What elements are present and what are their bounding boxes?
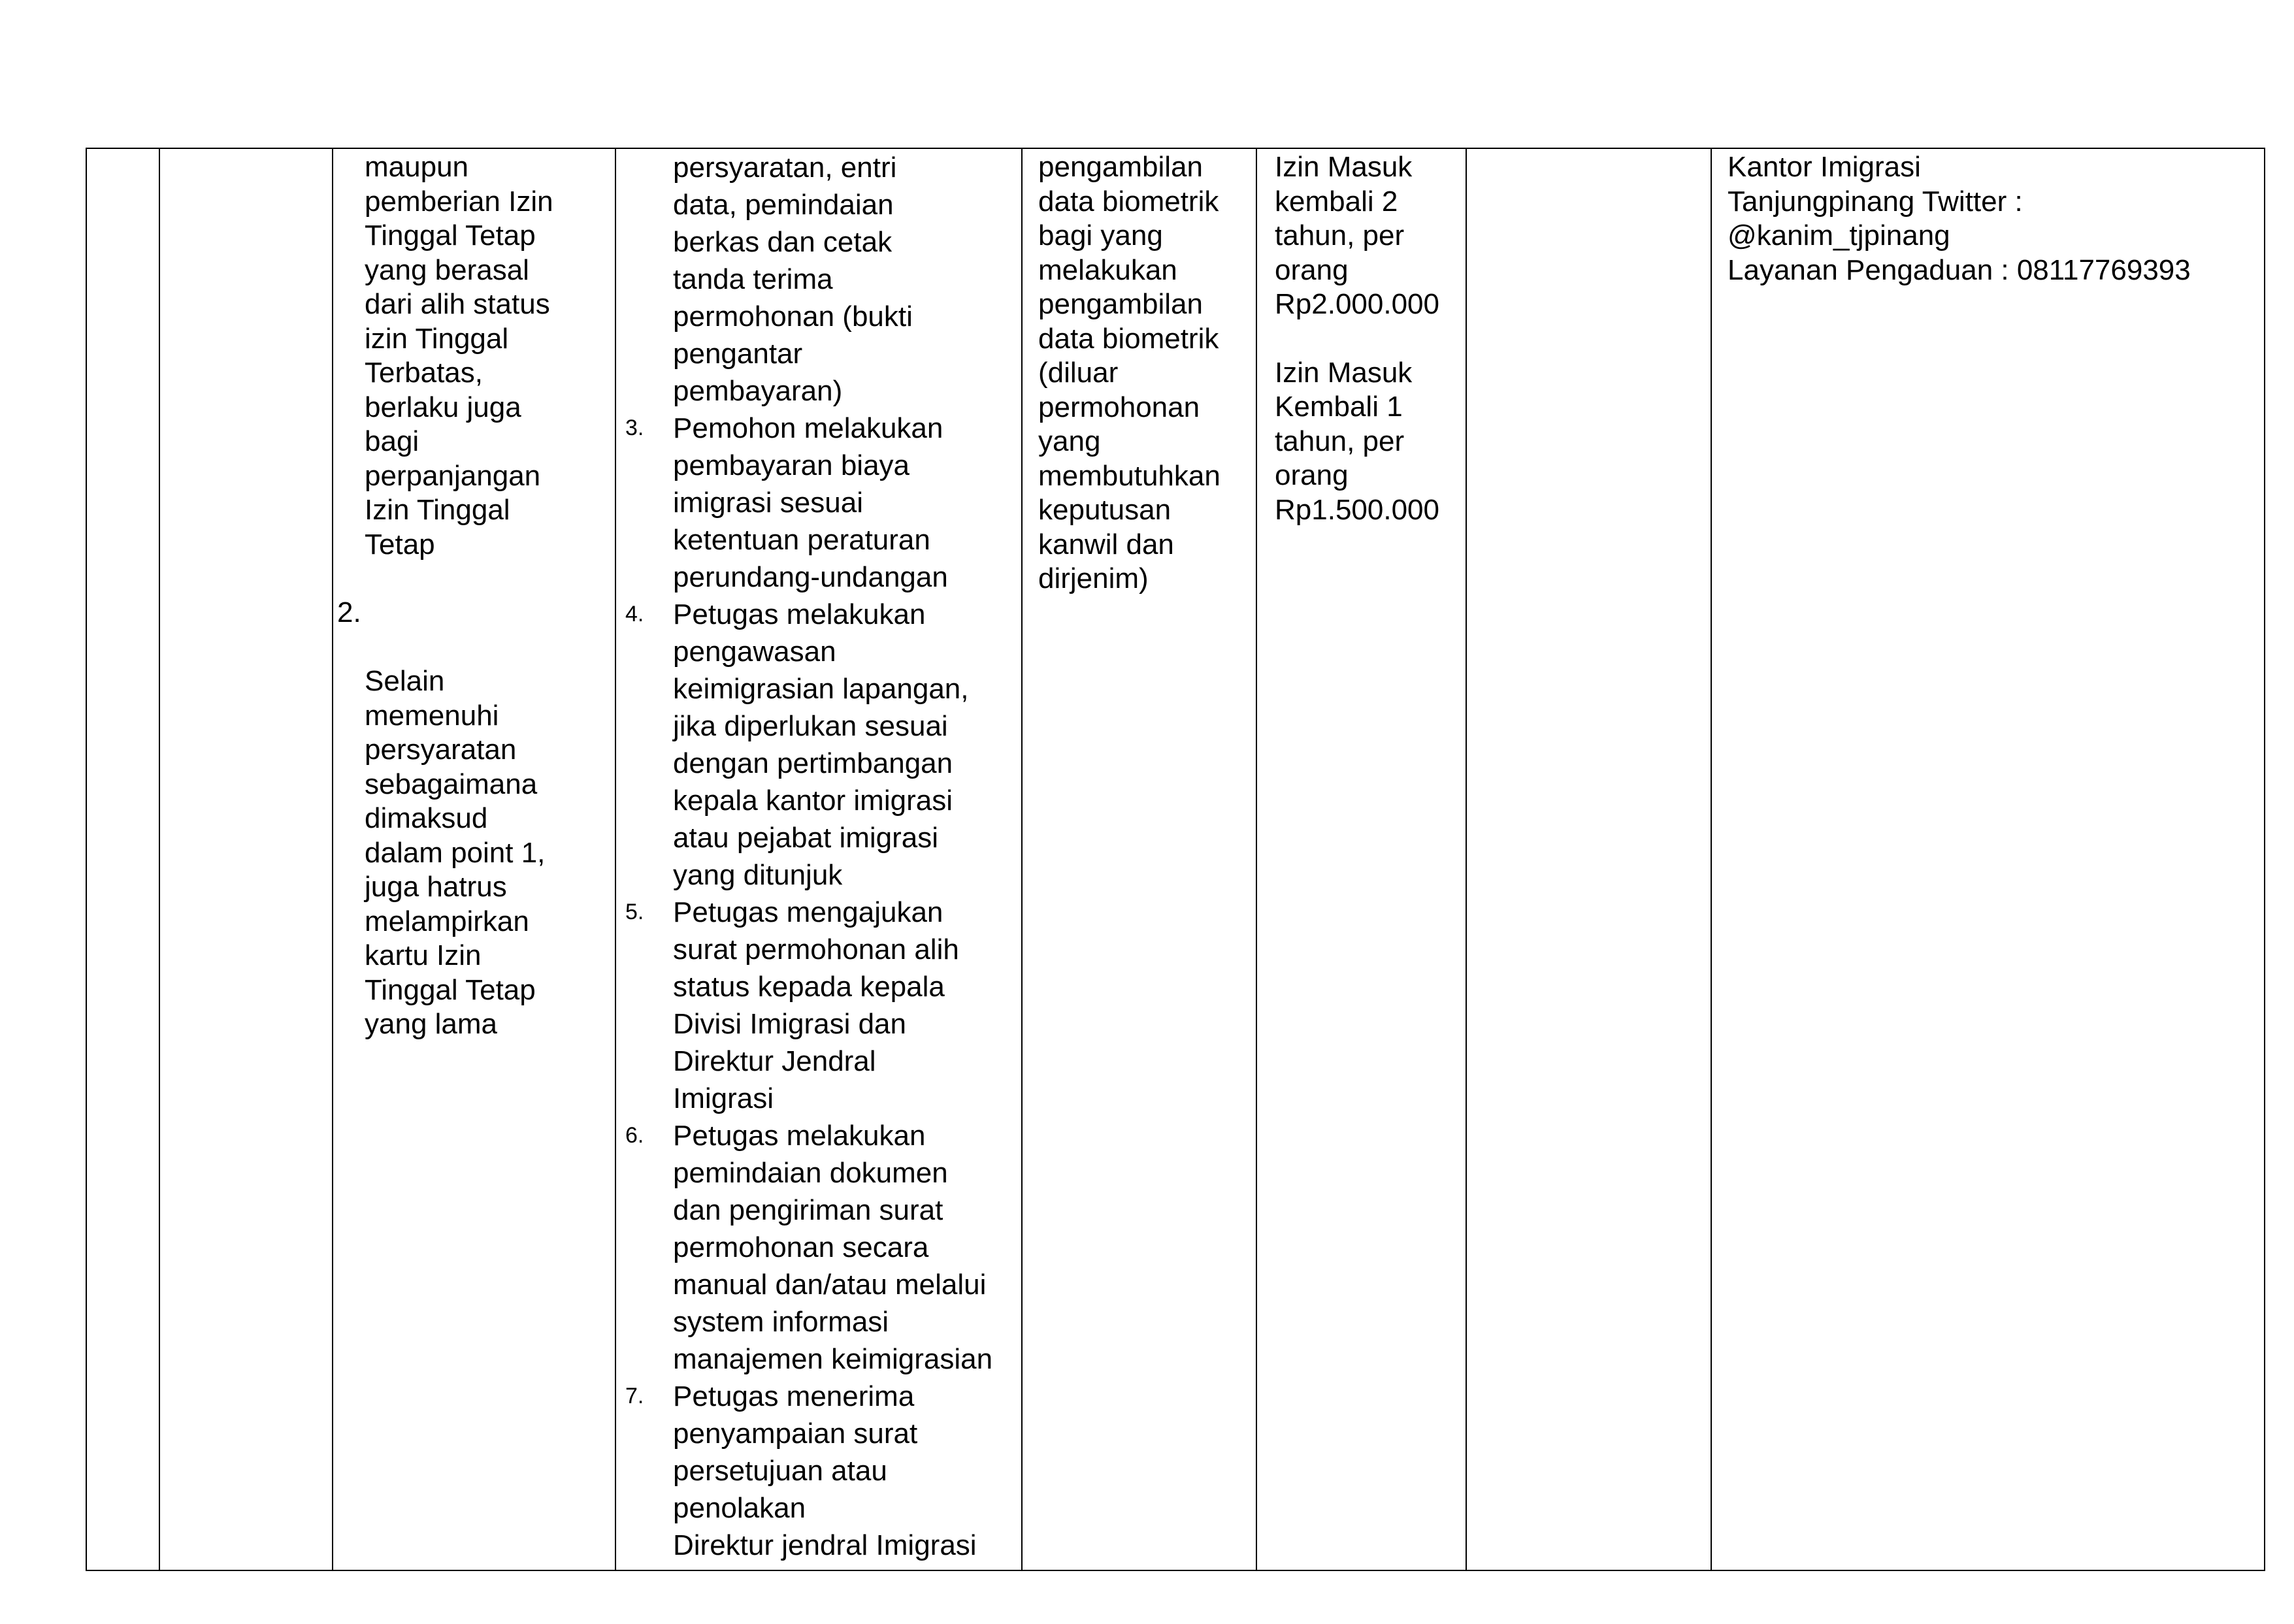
cell-empty (1467, 149, 1711, 1570)
procedure-step-6 (625, 1117, 1021, 1378)
cell-time (1023, 149, 1256, 596)
contact-twitter-handle: @kanim_tjpinang (1728, 219, 1950, 252)
column-divider (1711, 149, 1712, 1570)
service-table (86, 148, 2265, 1571)
contact-twitter-label: Tanjungpinang Twitter : (1728, 185, 2023, 218)
step-text: Petugas melakukan pengawasan keimigrasian lapangan, jika diperlukan sesuai dengan pertimbangan kepala kantor imigrasi atau pejabat imigrasi yang ditunjuk (673, 598, 969, 891)
step-number: 6. (625, 1123, 644, 1148)
procedure-step-7 (625, 1378, 1021, 1564)
step-number: 5. (625, 900, 644, 924)
time-text: pengambilan data biometrik bagi yang melakukan pengambilan data biometrik (diluar permohonan yang membutuhkan keputusan kanwil dan dirjenim) (1038, 151, 1221, 594)
cell-service (160, 149, 332, 1570)
step-number: 3. (625, 415, 644, 440)
requirement-text: Selain memenuhi persyaratan sebagaimana dimaksud dalam point 1, juga hatrus melampirkan kartu Izin Tinggal Tetap yang lama (365, 665, 546, 1040)
contact-office: Kantor Imigrasi (1728, 151, 1921, 183)
cell-number (87, 149, 159, 1570)
cell-cost (1257, 149, 1466, 527)
cell-procedure (616, 149, 1021, 1564)
step-text: Petugas menerima penyampaian surat persetujuan atau penolakan Direktur jendral Imigrasi (673, 1380, 977, 1561)
cell-contact (1712, 149, 2267, 287)
contact-complaint-line: Layanan Pengaduan : 08117769393 (1728, 253, 2191, 286)
cost-block-1-year: Izin Masuk Kembali 1 tahun, per orang Rp1.500.000 (1275, 356, 1439, 526)
procedure-list (625, 149, 1021, 1564)
procedure-step-3 (625, 410, 1021, 596)
cell-requirements (333, 149, 615, 1042)
requirement-number: 2. (337, 596, 361, 628)
step-text: Petugas mengajukan surat permohonan alih status kepada kepala Divisi Imigrasi dan Direktur Jendral Imigrasi (673, 896, 959, 1114)
requirements-continuation: maupun pemberian Izin Tinggal Tetap yang berasal dari alih status izin Tinggal Terbatas, berlaku juga bagi perpanjangan Izin Tinggal Tetap (365, 151, 553, 560)
step-text: Pemohon melakukan pembayaran biaya imigrasi sesuai ketentuan peraturan perundang-undangan (673, 412, 948, 593)
cost-block-2-years: Izin Masuk kembali 2 tahun, per orang Rp2.000.000 (1275, 151, 1439, 320)
step-number: 7. (625, 1384, 644, 1408)
procedure-step-5 (625, 894, 1021, 1117)
requirement-item-2 (337, 596, 615, 1042)
procedure-continuation: persyaratan, entri data, pemindaian berkas dan cetak tanda terima permohonan (bukti pengantar pembayaran) (673, 152, 913, 407)
step-text: Petugas melakukan pemindaian dokumen dan pengiriman surat permohonan secara manual dan/atau melalui system informasi manajemen keimigrasian (673, 1120, 993, 1375)
procedure-step-4 (625, 596, 1021, 894)
step-number: 4. (625, 602, 644, 626)
